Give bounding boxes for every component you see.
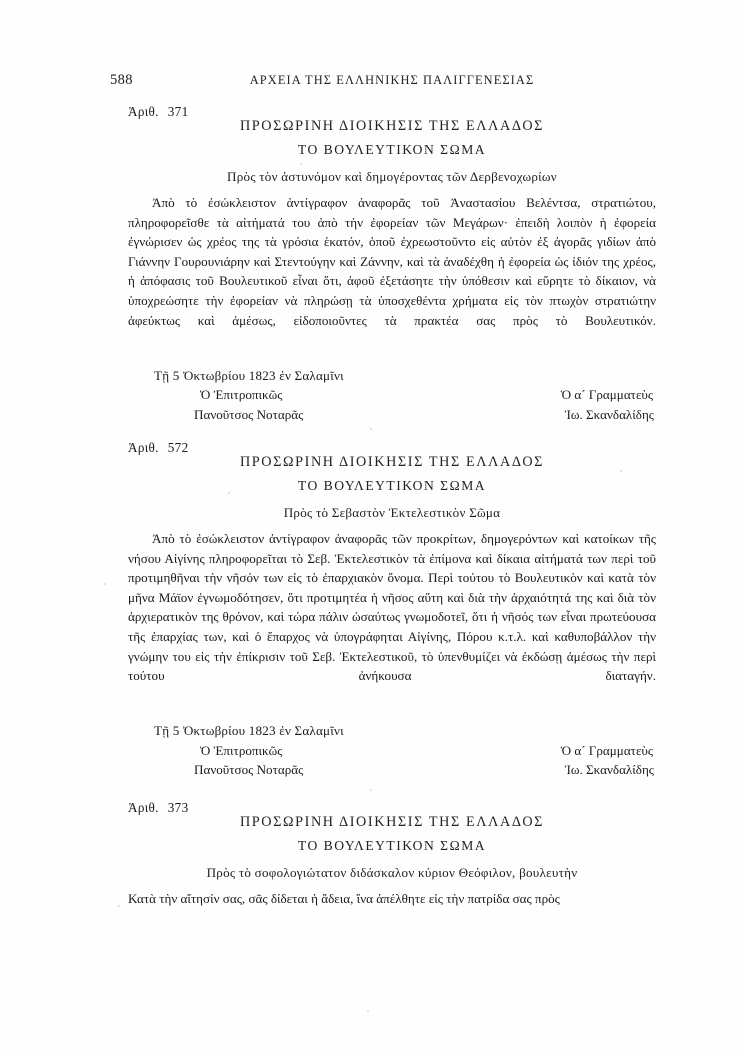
scan-speck [370,789,372,791]
arith-number: 572 [167,440,189,455]
doc-title-line-2: ΤΟ ΒΟΥΛΕΥΤΙΚΟΝ ΣΩΜΑ [297,838,487,853]
signature-role: Ὁ Ἐπιτροπικῶς [200,387,283,403]
signature-date: Τῇ 5 Ὀκτωβρίου 1823 ἐν Σαλαμῖνι [154,723,344,739]
secretary-block [561,385,654,424]
running-head [110,72,656,90]
signature-block [128,366,656,444]
page-number: 588 [110,72,133,88]
doc-title-line-2: ΤΟ ΒΟΥΛΕΥΤΙΚΟΝ ΣΩΜΑ [297,142,487,157]
document-number-373 [128,800,188,816]
signature-block [128,721,656,799]
arith-label: Ἀριθ. [128,440,159,455]
secretary-name: Ἰω. Σκανδαλίδης [564,406,654,422]
document-entry-371 [128,104,656,444]
doc-title-line-1: ΠΡΟΣΩΡΙΝΗ ΔΙΟΙΚΗΣΙΣ ΤΗΣ ΕΛΛΑΔΟΣ [239,814,545,830]
scan-speck [367,1010,369,1012]
arith-number: 371 [167,104,189,119]
arith-number: 373 [167,800,189,815]
secretary-name: Ἰω. Σκανδαλίδης [564,762,654,778]
signature-name: Πανοῦτσος Νοταρᾶς [194,762,304,778]
document-number-371 [128,104,188,120]
scan-speck [228,492,230,494]
document-entry-572 [128,440,656,799]
doc-body-text: Κατὰ τὴν αἴτησίν σας, σᾶς δίδεται ἡ ἄδεια, ἵνα ἀπέλθητε εἰς τὴν πατρίδα σας πρὸς [128,891,560,906]
secretary-role: Ὁ α´ Γραμματεὺς [560,387,654,403]
doc-title-line-2: ΤΟ ΒΟΥΛΕΥΤΙΚΟΝ ΣΩΜΑ [297,478,487,493]
scan-speck [118,905,120,907]
running-head-title: ΑΡΧΕΙΑ ΤΗΣ ΕΛΛΗΝΙΚΗΣ ΠΑΛΙΓΓΕΝΕΣΙΑΣ [249,73,535,87]
doc-title-line-1: ΠΡΟΣΩΡΙΝΗ ΔΙΟΙΚΗΣΙΣ ΤΗΣ ΕΛΛΑΔΟΣ [239,118,545,134]
arith-label: Ἀριθ. [128,800,159,815]
signature-name: Πανοῦτσος Νοταρᾶς [194,406,304,422]
signature-date: Τῇ 5 Ὀκτωβρίου 1823 ἐν Σαλαμῖνι [154,367,344,383]
secretary-block [561,741,654,780]
scan-speck [104,583,106,585]
scan-speck [300,163,302,165]
doc-addressee: Πρὸς τὸ Σεβαστὸν Ἐκτελεστικὸν Σῶμα [283,505,501,520]
document-entry-373 [128,800,656,909]
scan-speck [620,470,622,472]
document-number-572 [128,440,188,456]
doc-body-text: Ἀπὸ τὸ ἐσώκλειστον ἀντίγραφον ἀναφορᾶς τῶν προκρίτων, δημογερόντων καὶ κατοίκων τῆς νήσου Αἰγίνης πληροφορεῖται τὸ Σεβ. Ἐκτελεστικὸν τὰ ἐπίμονα καὶ δίκαια αἰτήματά των περὶ τοῦ προτιμηθῆναι τὴν νῆσόν των εἰς τὸ ἐπαρχιακὸν ὄνομα. Περὶ τούτου τὸ Βουλευτικὸν καὶ κατὰ τὸν μῆνα Μάϊον ἐγνωμοδότησεν, ὅτι προτιμητέα ἡ νῆσος αὕτη καὶ διὰ τὴν ἀρχαιότητά της καὶ διὰ τὸν ἀρχιερατικὸν της θρόνον, καὶ τώρα πάλιν ὡσαύτως γνωμοδοτεῖ, ὅτι ἡ νῆσός των εἶναι πρωτεύουσα τῆς ἐπαρχίας των, καὶ ὁ ἔπαρχος νὰ ὑπογράφηται Αἰγίνης, Πόρου κ.τ.λ. καὶ καθυποβάλλον τὴν γνώμην του εἰς τὴν ἐπίκρισιν τοῦ Σεβ. Ἐκτελεστικοῦ, τὸ ὑπενθυμίζει νὰ ἐκδώσῃ ἀμέσως τὴν περὶ τούτου ἀνήκουσα διαταγήν. [128,531,656,684]
doc-addressee: Πρὸς τὸν ἀστυνόμον καὶ δημογέροντας τῶν Δερβενοχωρίων [227,169,557,184]
doc-body-text: Ἀπὸ τὸ ἐσώκλειστον ἀντίγραφον ἀναφορᾶς τοῦ Ἀναστασίου Βελέντσα, στρατιώτου, πληροφορεῖσθε τὰ αἰτήματά του ἀπὸ τὴν ἐφορείαν τῶν Μεγάρων· ἐπειδὴ λοιπὸν ἡ ἐφορεία ἐγνώρισεν ὡς χρέος της τὰ γρόσια ἑκατόν, ὁποῦ ἐχρεωστοῦντο εἰς αὐτὸν ἐξ ἀγορᾶς γιδίων ἀπὸ Γιάννην Γουρουνιάρην καὶ Στεντούγην καὶ Ζάννην, καὶ τὰ ἀναδέχθη ἡ ἐφορεία ὡς ἰδιόν της χρέος, ἡ ἀπόφασις τοῦ Βουλευτικοῦ εἶναι ὅτι, ἀφοῦ ἐξετάσητε τὴν ὑπόθεσιν καὶ εὕρητε τὸ δίκαιον, νὰ ὑποχρεώσητε τὴν ἐφορείαν νὰ πληρώσῃ τὰ ὑποσχεθέντα χρήματα εἰς τὸν πτωχὸν στρατιώτην ἀφεύκτως καὶ ἀμέσως, εἰδοποιοῦντες τὰ πρακτέα σας πρὸς τὸ Βουλευτικόν. [128,195,656,328]
secretary-role: Ὁ α´ Γραμματεὺς [560,742,654,758]
scan-speck [370,428,372,430]
doc-title-line-1: ΠΡΟΣΩΡΙΝΗ ΔΙΟΙΚΗΣΙΣ ΤΗΣ ΕΛΛΑΔΟΣ [239,454,545,470]
signature-role: Ὁ Ἐπιτροπικῶς [200,742,283,758]
doc-addressee: Πρὸς τὸ σοφολογιώτατον διδάσκαλον κύριον Θεόφιλον, βουλευτὴν [206,865,578,880]
arith-label: Ἀριθ. [128,104,159,119]
